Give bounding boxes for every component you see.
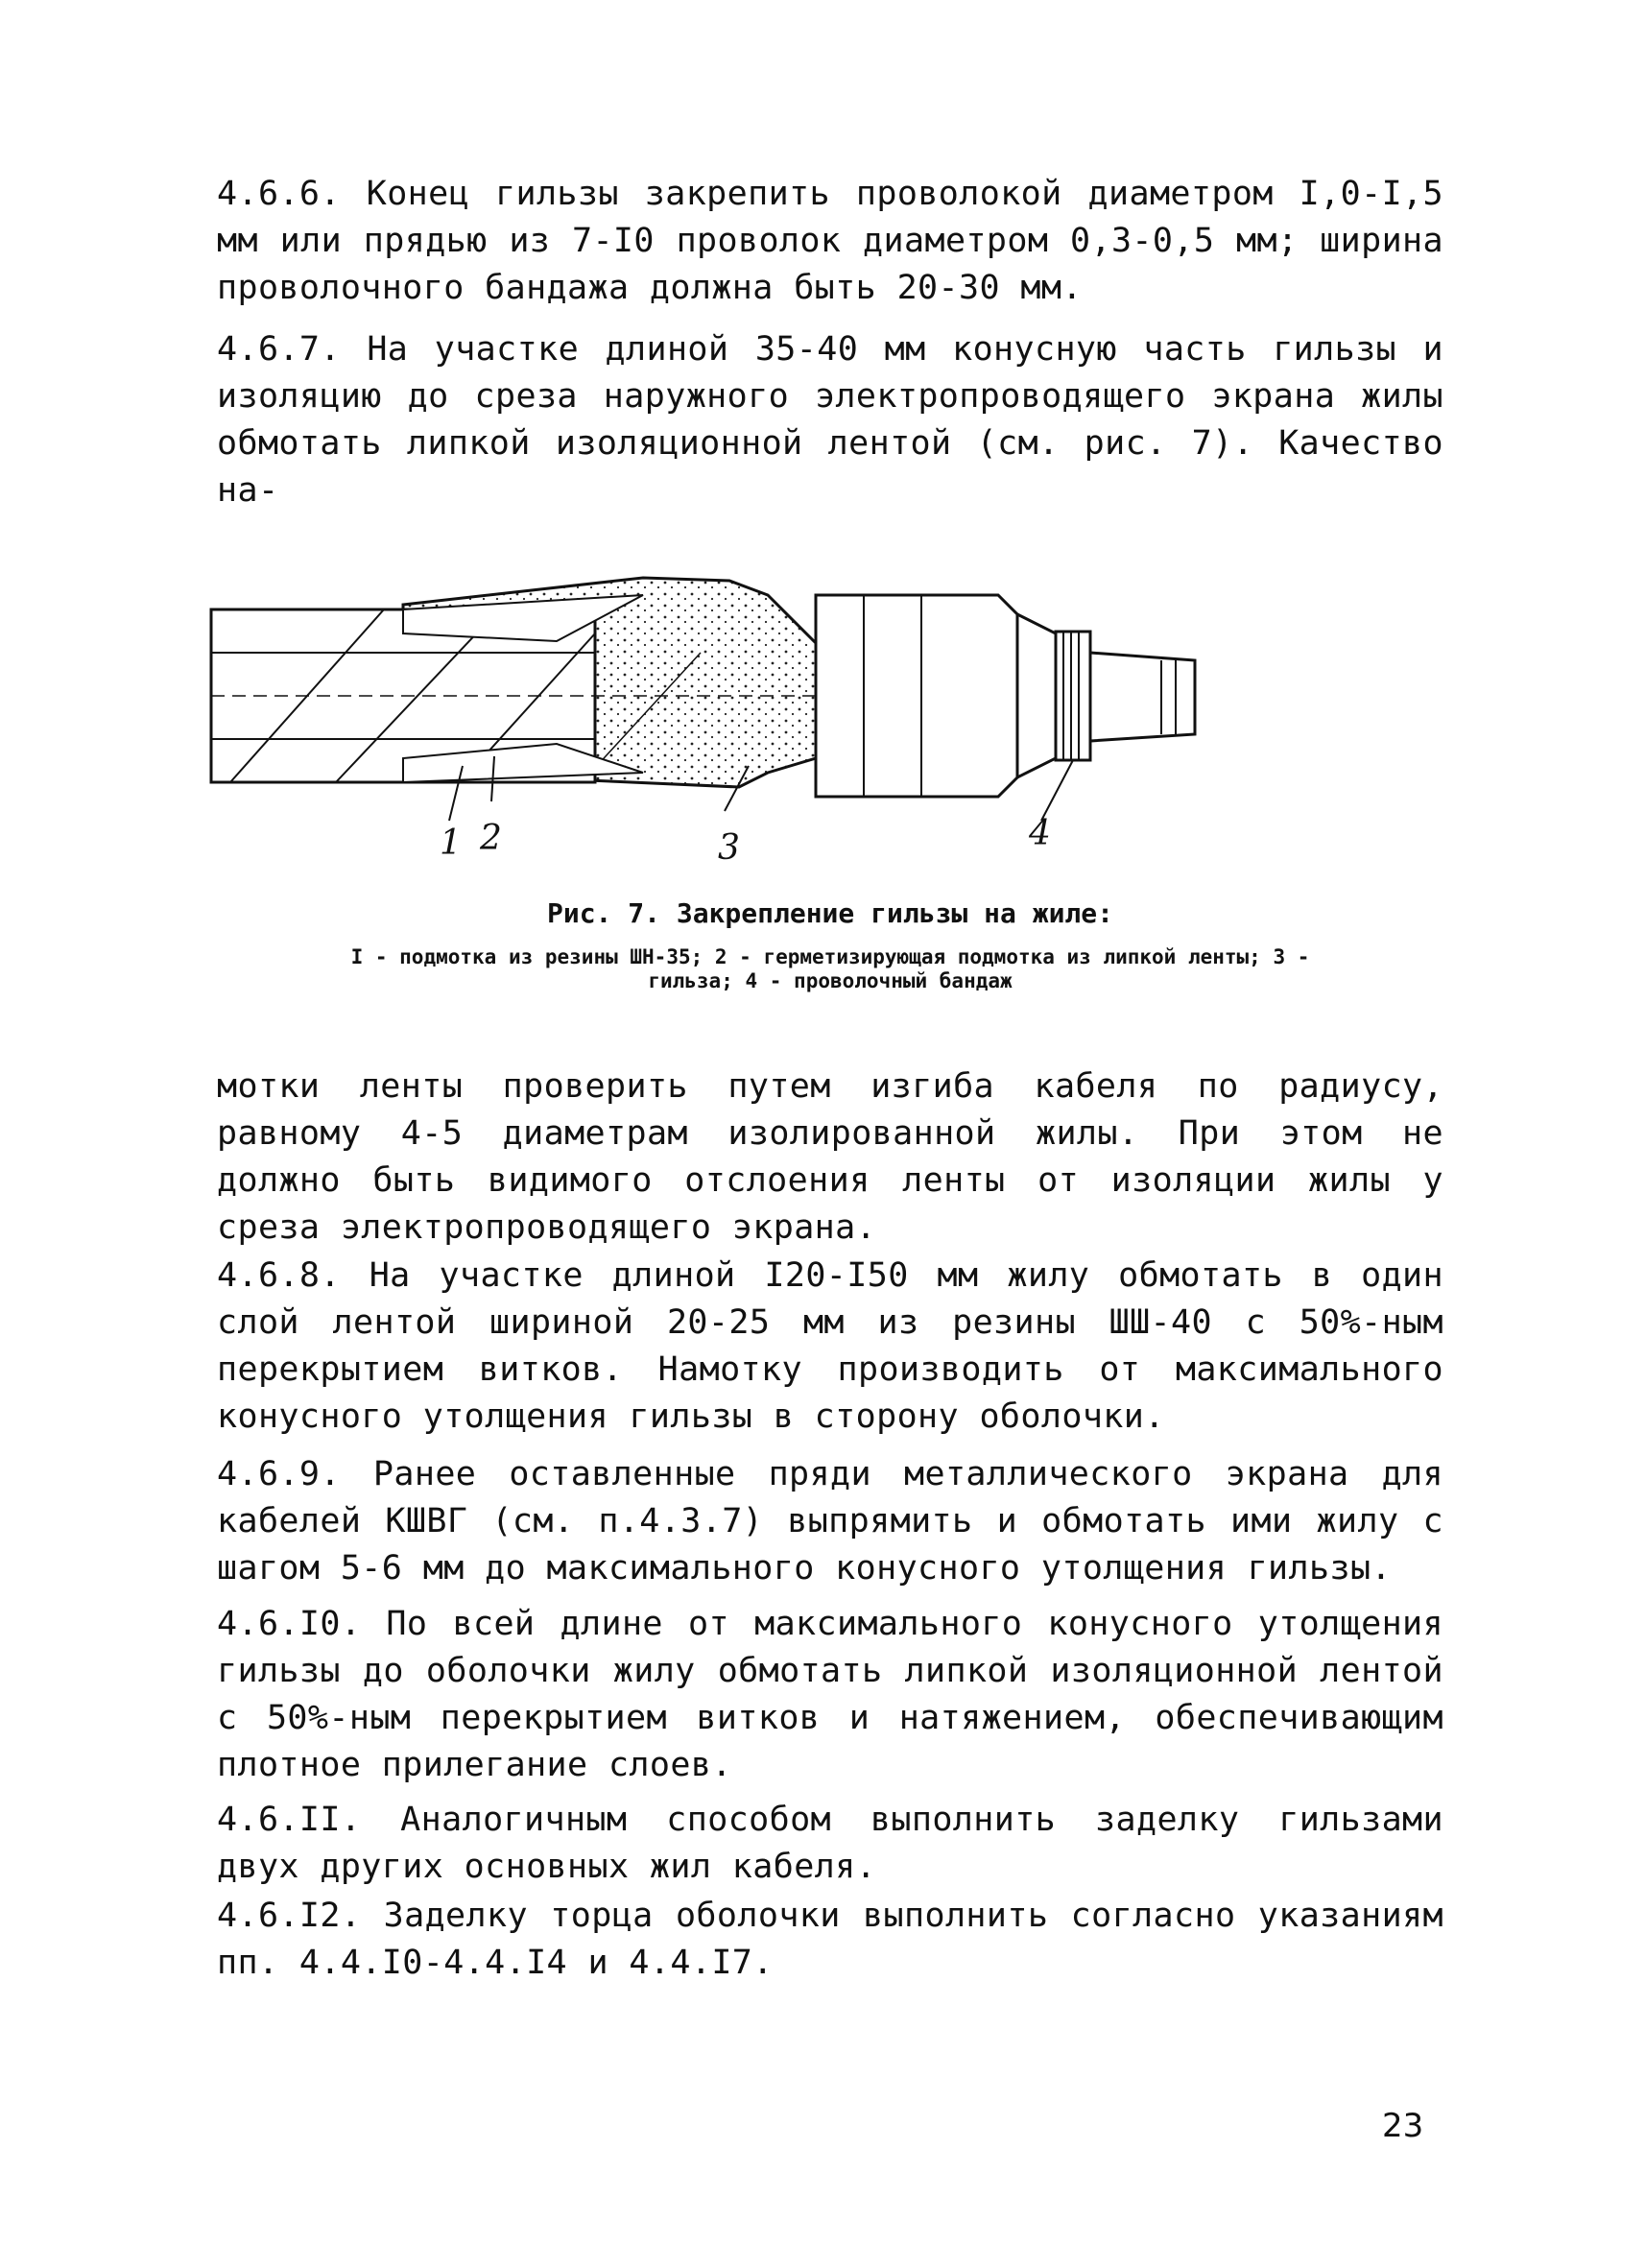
page-number: 23 <box>1382 2107 1424 2145</box>
paragraph-4-6-8: 4.6.8. На участке длиной I20-I50 мм жилу обмотать в один слой лентой шириной 20-25 мм из резины ШШ-40 с 50%-ным перекрытием витков. Намотку производить от максимального конусного утолщения гильзы в сторону оболочки. <box>217 1256 1443 1436</box>
paragraph-4-6-6: 4.6.6. Конец гильзы закрепить проволокой диаметром I,0-I,5 мм или прядью из 7-I0 проволок диаметром 0,3-0,5 мм; ширина проволочного бандажа должна быть 20-30 мм. <box>217 175 1443 307</box>
paragraph-4-6-12: 4.6.I2. Заделку торца оболочки выполнить согласно указаниям пп. 4.4.I0-4.4.I4 и 4.4.I7. <box>217 1897 1443 1982</box>
paragraph-4-6-7: 4.6.7. На участке длиной 35-40 мм конусную часть гильзы и изоляцию до среза наружного электропроводящего экрана жилы обмотать липкой изоляционной лентой (см. рис. 7). Качество на- <box>217 330 1443 510</box>
wire-bandage <box>1056 632 1090 760</box>
figure-label-1: 1 <box>440 824 462 863</box>
figure-caption-legend: I - подмотка из резины ШН-35; 2 - герметизирующая подмотка из липкой ленты; 3 - гильза; 4 - проволочный бандаж <box>350 945 1310 992</box>
paragraph-continuation: мотки ленты проверить путем изгиба кабеля по радиусу, равному 4-5 диаметрам изолированной жилы. При этом не должно быть видимого отслоения ленты от изоляции жилы у среза электропроводящего экрана. <box>217 1067 1443 1247</box>
figure-label-2: 2 <box>480 819 502 858</box>
paragraph-4-6-11: 4.6.II. Аналогичным способом выполнить заделку гильзами двух других основных жил кабеля. <box>217 1801 1443 1886</box>
figure-label-4: 4 <box>1029 814 1051 853</box>
figure-sleeve-diagram <box>192 557 1468 883</box>
lug-barrel <box>816 595 1017 797</box>
paragraph-4-6-10: 4.6.I0. По всей длине от максимального конусного утолщения гильзы до оболочки жилу обмотать липкой изоляционной лентой с 50%-ным перекрытием витков и натяжением, обеспечивающим плотное прилегание слоев. <box>217 1605 1443 1784</box>
figure-label-3: 3 <box>718 828 740 868</box>
paragraph-4-6-9: 4.6.9. Ранее оставленные пряди металлического экрана для кабелей КШВГ (см. п.4.3.7) выпрямить и обмотать ими жилу с шагом 5-6 мм до максимального конусного утолщения гильзы. <box>217 1455 1443 1588</box>
terminal-tip <box>1090 653 1195 741</box>
figure-caption-title: Рис. 7. Закрепление гильзы на жиле: <box>546 897 1113 929</box>
